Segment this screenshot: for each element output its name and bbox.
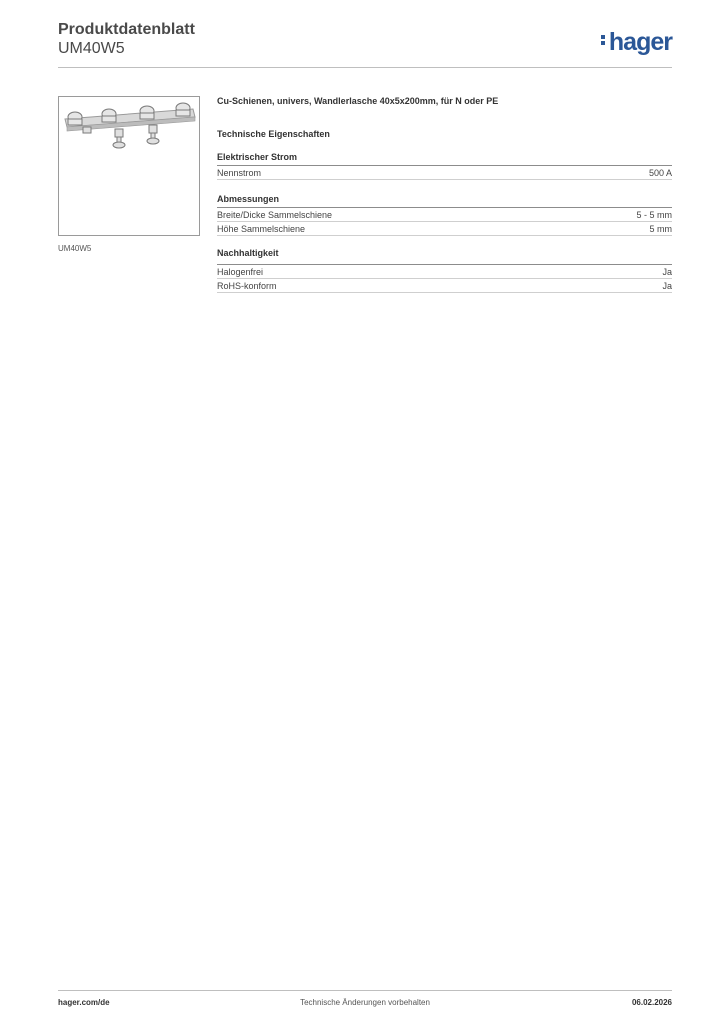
table-row — [217, 279, 672, 293]
row-value: 5 - 5 mm — [636, 210, 672, 220]
table-row — [217, 166, 672, 180]
footer-divider — [58, 990, 672, 991]
table-row — [217, 222, 672, 236]
page-header — [58, 20, 672, 58]
group-electrical — [217, 152, 672, 180]
page-title: Produktdatenblatt — [58, 21, 195, 38]
logo-text: hager — [608, 28, 672, 56]
table-row — [217, 265, 672, 279]
product-description: Cu-Schienen, univers, Wandlerlasche 40x5x200mm, für N oder PE — [217, 96, 499, 106]
row-label: Halogenfrei — [217, 267, 264, 277]
product-image — [58, 96, 200, 236]
group-title: Elektrischer Strom — [217, 152, 672, 166]
row-label: Nennstrom — [217, 168, 262, 178]
row-label: RoHS-konform — [217, 281, 277, 291]
image-caption: UM40W5 — [58, 244, 92, 253]
product-code: UM40W5 — [58, 40, 125, 57]
row-label: Höhe Sammelschiene — [217, 224, 306, 234]
row-value: 5 mm — [649, 224, 672, 234]
product-details — [217, 96, 672, 293]
row-value: Ja — [662, 267, 672, 277]
section-title: Technische Eigenschaften — [217, 129, 330, 139]
group-dimensions — [217, 194, 672, 236]
group-title: Nachhaltigkeit — [217, 248, 672, 265]
footer-website-link[interactable]: hager.com/de — [58, 998, 110, 1007]
row-value: 500 A — [648, 168, 672, 178]
table-row — [217, 208, 672, 222]
group-title: Abmessungen — [217, 194, 672, 208]
row-label: Breite/Dicke Sammelschiene — [217, 210, 333, 220]
group-sustainability — [217, 248, 672, 293]
row-value: Ja — [662, 281, 672, 291]
footer-notice: Technische Änderungen vorbehalten — [300, 998, 430, 1007]
logo-dots-icon — [601, 33, 606, 47]
footer-date: 06.02.2026 — [631, 998, 672, 1007]
header-divider — [58, 67, 672, 68]
busbar-illustration — [59, 97, 199, 235]
hager-logo — [601, 28, 672, 57]
